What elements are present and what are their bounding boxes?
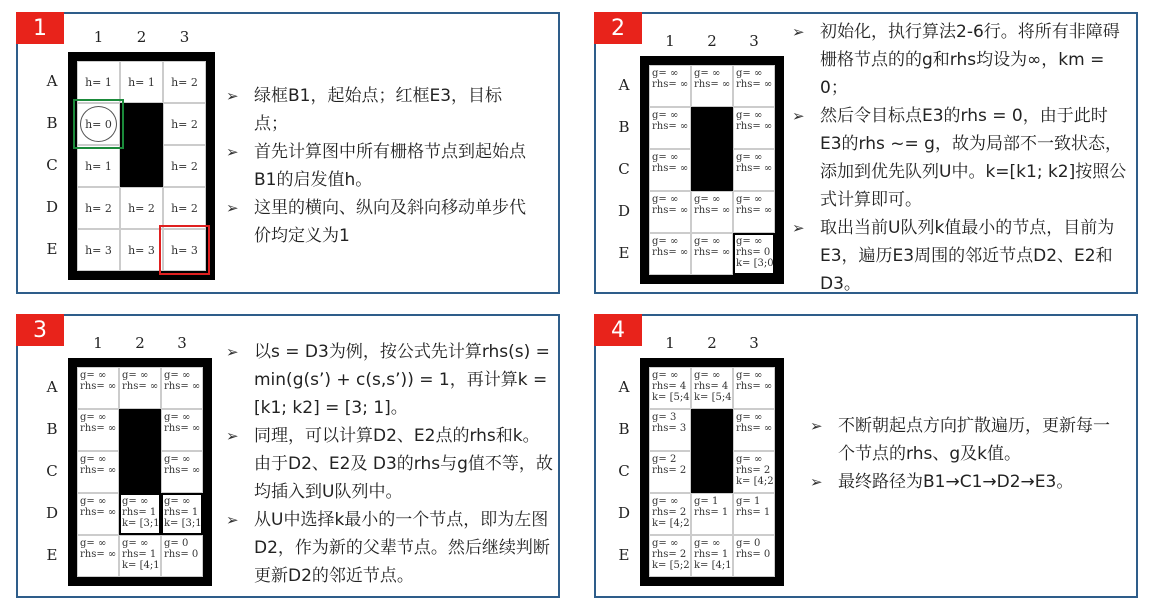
panel-number-badge: 4 — [594, 314, 642, 346]
grid-cell: h= 1 — [77, 145, 120, 187]
bullet-item: ➢ 首先计算图中所有栅格节点到起始点B1的启发值h。 — [226, 138, 536, 194]
bullet-list — [810, 412, 1126, 496]
cell-value: g= ∞ — [652, 152, 679, 163]
column-label: 3 — [749, 32, 759, 50]
grid-cell — [691, 191, 733, 233]
cell-value: rhs= ∞ — [652, 121, 689, 132]
cell-value: k= [4;2 — [736, 476, 774, 487]
grid-cell — [77, 535, 119, 577]
row-label: B — [46, 114, 58, 132]
cell-value: g= ∞ — [694, 68, 721, 79]
arrowhead-bullet-icon: ➢ — [226, 199, 239, 217]
cell-value: g= 2 — [652, 454, 677, 465]
cell-value: k= [4;1 — [694, 560, 732, 571]
cell-value: rhs= ∞ — [736, 205, 773, 216]
obstacle-cell — [691, 451, 733, 493]
grid-cell — [119, 535, 161, 577]
grid-cell — [161, 535, 203, 577]
cell-value: g= ∞ — [652, 538, 679, 549]
cell-value: g= ∞ — [736, 68, 763, 79]
cell-value: g= 1 — [694, 496, 719, 507]
grid-cell — [733, 535, 775, 577]
grid-cell — [161, 409, 203, 451]
arrowhead-bullet-icon: ➢ — [226, 87, 239, 105]
cell-value: rhs= ∞ — [736, 381, 773, 392]
cell-value: k= [5;4 — [652, 392, 690, 403]
cell-value: g= ∞ — [122, 370, 149, 381]
cell-value: rhs= 1 — [694, 549, 729, 560]
grid-cell: h= 2 — [163, 61, 206, 103]
queued-node-outline — [161, 493, 203, 535]
cell-value: rhs= ∞ — [122, 381, 159, 392]
grid-cell — [649, 367, 691, 409]
column-label: 3 — [177, 334, 187, 352]
cell-value: g= ∞ — [652, 194, 679, 205]
arrowhead-bullet-icon: ➢ — [226, 511, 239, 529]
bullet-item: ➢ 以s = D3为例，按公式先计算rhs(s) = min(g(s’) + c(s,s’)) = 1，再计算k = [k1; k2] = [3; 1]。 — [226, 338, 556, 422]
bullet-item: ➢ 这里的横向、纵向及斜向移动单步代价均定义为1 — [226, 194, 536, 250]
cell-value: g= ∞ — [80, 412, 107, 423]
row-label: A — [46, 72, 58, 90]
cell-value: g= 0 — [164, 538, 189, 549]
obstacle-cell — [119, 451, 161, 493]
grid-cell — [691, 233, 733, 275]
cell-value: rhs= 2 — [736, 465, 771, 476]
cell-value: g= ∞ — [694, 194, 721, 205]
cell-value: rhs= 0 — [164, 549, 199, 560]
row-label: D — [45, 504, 59, 522]
row-label: B — [618, 118, 630, 136]
row-label: E — [46, 240, 58, 258]
cell-value: g= ∞ — [694, 370, 721, 381]
grid-cell — [733, 451, 775, 493]
grid-cell: h= 3 — [120, 229, 163, 271]
row-label: E — [46, 546, 58, 564]
cell-value: g= ∞ — [736, 152, 763, 163]
grid-cell — [733, 65, 775, 107]
cell-value: g= ∞ — [694, 236, 721, 247]
cell-value: rhs= ∞ — [164, 381, 201, 392]
obstacle-cell — [691, 107, 733, 149]
cell-value: rhs= ∞ — [736, 121, 773, 132]
column-label: 1 — [93, 28, 104, 46]
cell-value: rhs= ∞ — [80, 423, 117, 434]
cell-value: g= ∞ — [736, 236, 763, 247]
cell-value: rhs= 4 — [652, 381, 687, 392]
bullet-list — [792, 18, 1128, 298]
bullet-list — [226, 338, 556, 590]
cell-value: rhs= 2 — [652, 465, 687, 476]
cell-value: rhs= ∞ — [652, 79, 689, 90]
obstacle-cell — [691, 409, 733, 451]
cell-value: rhs= ∞ — [80, 549, 117, 560]
row-label: C — [618, 160, 630, 178]
obstacle-cell — [120, 103, 163, 145]
cell-value: rhs= ∞ — [694, 205, 731, 216]
cell-value: rhs= ∞ — [652, 163, 689, 174]
cell-value: k= [5;2 — [652, 560, 690, 571]
row-label: E — [618, 546, 630, 564]
cell-value: g= ∞ — [122, 538, 149, 549]
grid-cell — [649, 233, 691, 275]
cell-value: g= ∞ — [80, 370, 107, 381]
row-label: D — [45, 198, 59, 216]
cell-value: g= 1 — [736, 496, 761, 507]
column-label: 1 — [665, 32, 675, 50]
cell-value: rhs= 2 — [652, 507, 687, 518]
queued-node-outline — [119, 493, 161, 535]
cell-value: g= ∞ — [122, 496, 149, 507]
panel-4 — [594, 314, 1138, 598]
row-label: C — [46, 156, 58, 174]
panel-number-badge: 3 — [16, 314, 64, 346]
cell-value: g= ∞ — [736, 370, 763, 381]
grid-cell — [649, 535, 691, 577]
grid-cell: h= 1 — [77, 61, 120, 103]
cell-value: k= [3;1 — [164, 518, 202, 529]
arrowhead-bullet-icon: ➢ — [792, 23, 805, 41]
cell-value: g= ∞ — [164, 370, 191, 381]
grid-cell — [161, 451, 203, 493]
goal-highlight-box — [159, 225, 210, 275]
cell-value: k= [4;1 — [122, 560, 160, 571]
arrowhead-bullet-icon: ➢ — [792, 107, 805, 125]
grid-cell — [649, 149, 691, 191]
cell-value: g= 0 — [736, 538, 761, 549]
obstacle-cell — [691, 149, 733, 191]
start-circle-icon — [80, 106, 117, 142]
row-label: C — [46, 462, 58, 480]
grid-cell: h= 1 — [120, 61, 163, 103]
grid-cell — [649, 65, 691, 107]
grid-frame — [68, 358, 212, 586]
cell-value: rhs= ∞ — [652, 247, 689, 258]
grid-frame — [640, 56, 784, 284]
cell-value: rhs= 1 — [164, 507, 199, 518]
obstacle-cell — [119, 409, 161, 451]
cell-value: g= ∞ — [736, 110, 763, 121]
cell-value: g= 3 — [652, 412, 677, 423]
grid-cell — [691, 367, 733, 409]
cell-value: g= ∞ — [652, 236, 679, 247]
cell-value: rhs= ∞ — [736, 79, 773, 90]
cell-value: rhs= 1 — [122, 549, 157, 560]
grid-cell: h= 2 — [77, 187, 120, 229]
grid-cell — [119, 367, 161, 409]
grid-cell — [649, 107, 691, 149]
grid-cell — [691, 65, 733, 107]
column-label: 2 — [136, 28, 147, 46]
grid-cell — [733, 367, 775, 409]
row-label: B — [46, 420, 58, 438]
cell-value: rhs= 0 — [736, 549, 771, 560]
cell-value: g= ∞ — [164, 454, 191, 465]
arrowhead-bullet-icon: ➢ — [226, 343, 239, 361]
grid-cell — [649, 191, 691, 233]
cell-value: rhs= ∞ — [164, 423, 201, 434]
row-label: D — [617, 504, 631, 522]
grid-cell — [161, 367, 203, 409]
column-label: 3 — [179, 28, 190, 46]
grid-cell: h= 3 — [163, 229, 206, 271]
grid-cell — [649, 451, 691, 493]
cell-value: g= ∞ — [652, 110, 679, 121]
cell-value: g= ∞ — [694, 538, 721, 549]
grid-cell — [691, 493, 733, 535]
cell-value: g= ∞ — [80, 454, 107, 465]
row-label: A — [618, 76, 630, 94]
column-label: 2 — [707, 334, 717, 352]
grid-cell: h= 2 — [163, 145, 206, 187]
grid-cell — [649, 409, 691, 451]
row-label: A — [618, 378, 630, 396]
grid-cell — [649, 493, 691, 535]
grid-cell: h= 3 — [77, 229, 120, 271]
cell-value: g= ∞ — [164, 412, 191, 423]
cell-value: rhs= ∞ — [736, 423, 773, 434]
bullet-list — [226, 82, 536, 250]
grid-cell — [77, 367, 119, 409]
column-label: 2 — [707, 32, 717, 50]
cell-value: g= ∞ — [652, 68, 679, 79]
cell-value: g= ∞ — [652, 370, 679, 381]
bullet-item: ➢ 同理，可以计算D2、E2点的rhs和k。由于D2、E2及 D3的rhs与g值不等，故均插入到U队列中。 — [226, 422, 556, 506]
arrowhead-bullet-icon: ➢ — [810, 473, 823, 491]
arrowhead-bullet-icon: ➢ — [226, 427, 239, 445]
grid-cell — [691, 535, 733, 577]
grid-cell: h= 2 — [163, 103, 206, 145]
column-label: 3 — [749, 334, 759, 352]
panel-2 — [594, 12, 1138, 294]
bullet-item: ➢ 最终路径为B1→C1→D2→E3。 — [810, 468, 1126, 496]
arrowhead-bullet-icon: ➢ — [792, 219, 805, 237]
bullet-item: ➢ 不断朝起点方向扩散遍历，更新每一个节点的rhs、g及k值。 — [810, 412, 1126, 468]
grid-cell — [77, 493, 119, 535]
grid-cell: h= 0 — [77, 103, 120, 145]
cell-value: rhs= ∞ — [694, 247, 731, 258]
cell-value: rhs= 1 — [736, 507, 771, 518]
cell-value: rhs= 1 — [122, 507, 157, 518]
cell-value: rhs= ∞ — [694, 79, 731, 90]
arrowhead-bullet-icon: ➢ — [226, 143, 239, 161]
cell-value: rhs= 0 — [736, 247, 771, 258]
row-label: A — [46, 378, 58, 396]
column-label: 1 — [665, 334, 675, 352]
cell-value: k= [5;4 — [694, 392, 732, 403]
cell-value: rhs= ∞ — [736, 163, 773, 174]
grid-cell — [733, 149, 775, 191]
grid-frame — [68, 52, 215, 280]
grid-cell — [733, 191, 775, 233]
row-label: B — [618, 420, 630, 438]
cell-value: k= [3;0 — [736, 258, 774, 269]
row-label: D — [617, 202, 631, 220]
cell-value: g= ∞ — [164, 496, 191, 507]
grid-cell — [77, 451, 119, 493]
cell-value: rhs= ∞ — [80, 465, 117, 476]
cell-value: k= [3;1 — [122, 518, 160, 529]
cell-value: g= ∞ — [80, 496, 107, 507]
cell-value: g= ∞ — [652, 496, 679, 507]
cell-value: rhs= 1 — [694, 507, 729, 518]
arrowhead-bullet-icon: ➢ — [810, 417, 823, 435]
grid-cell — [733, 493, 775, 535]
panel-3 — [16, 314, 560, 598]
cell-value: g= ∞ — [736, 454, 763, 465]
cell-value: g= ∞ — [736, 412, 763, 423]
cell-value: rhs= ∞ — [80, 381, 117, 392]
cell-value: rhs= 2 — [652, 549, 687, 560]
cell-value: rhs= 4 — [694, 381, 729, 392]
grid-cell: h= 2 — [163, 187, 206, 229]
cell-value: g= ∞ — [736, 194, 763, 205]
grid-cell — [77, 409, 119, 451]
cell-value: g= ∞ — [80, 538, 107, 549]
queued-node-outline — [733, 233, 775, 275]
grid-cell — [733, 107, 775, 149]
bullet-item: ➢ 取出当前U队列k值最小的节点，目前为E3，遍历E3周围的邻近节点D2、E2和D3。 — [792, 214, 1128, 298]
bullet-item: ➢ 初始化，执行算法2-6行。将所有非障碍栅格节点的的g和rhs均设为∞，km = 0； — [792, 18, 1128, 102]
bullet-item: ➢ 绿框B1，起始点；红框E3，目标点； — [226, 82, 536, 138]
grid-cell: h= 2 — [120, 187, 163, 229]
column-label: 1 — [93, 334, 103, 352]
row-label: C — [618, 462, 630, 480]
bullet-item: ➢ 然后令目标点E3的rhs = 0，由于此时E3的rhs ~= g，故为局部不一致状态，添加到优先队列U中。k=[k1; k2]按照公式计算即可。 — [792, 102, 1128, 214]
panel-1 — [16, 12, 560, 294]
grid-cell — [733, 409, 775, 451]
obstacle-cell — [120, 145, 163, 187]
column-label: 2 — [135, 334, 145, 352]
cell-value: rhs= ∞ — [164, 465, 201, 476]
cell-value: rhs= ∞ — [652, 205, 689, 216]
panel-number-badge: 1 — [16, 12, 64, 44]
bullet-item: ➢ 从U中选择k最小的一个节点，即为左图D2，作为新的父辈节点。然后继续判断更新D2的邻近节点。 — [226, 506, 556, 590]
grid-frame — [640, 358, 784, 586]
cell-value: rhs= ∞ — [80, 507, 117, 518]
row-label: E — [618, 244, 630, 262]
panel-number-badge: 2 — [594, 12, 642, 44]
cell-value: k= [4;2 — [652, 518, 690, 529]
cell-value: rhs= 3 — [652, 423, 687, 434]
